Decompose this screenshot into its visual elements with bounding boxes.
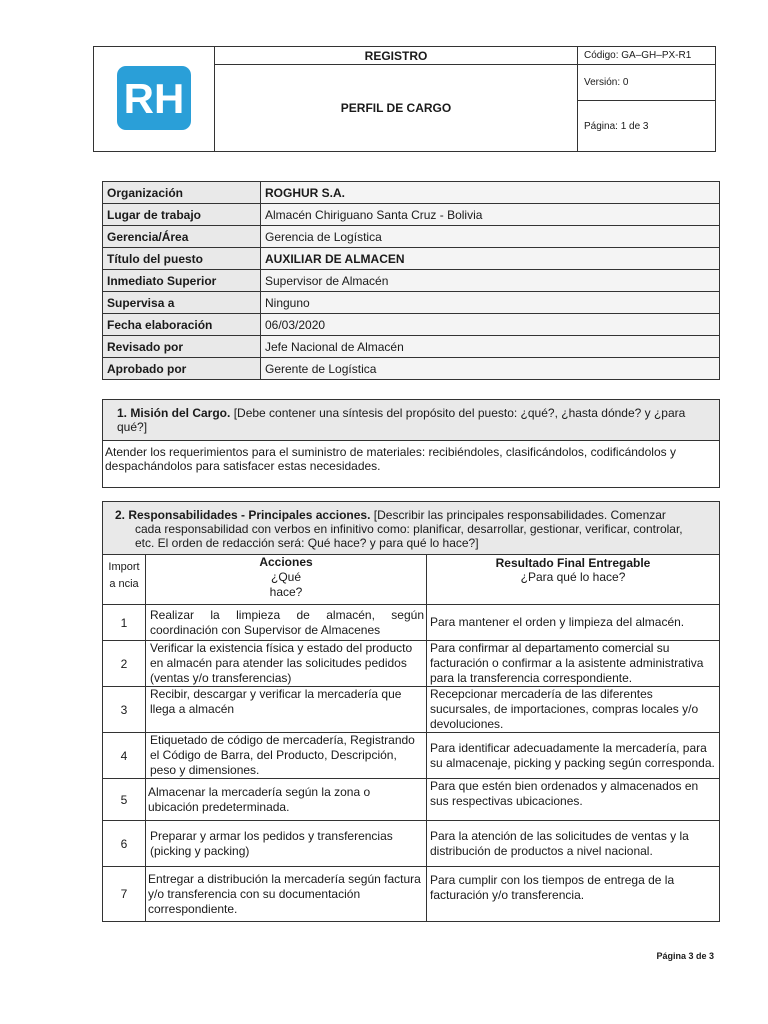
info-row	[103, 336, 720, 358]
mission-header	[103, 400, 720, 441]
col-resultado-sub: ¿Para qué lo hace?	[520, 570, 626, 584]
responsibilities-instruction-3: etc. El orden de redacción será: Qué hace? y para qué lo hace?]	[135, 536, 479, 550]
registro-label: REGISTRO	[215, 47, 578, 65]
info-label: Inmediato Superior	[103, 270, 261, 292]
info-value: Jefe Nacional de Almacén	[261, 336, 720, 358]
responsibility-row	[103, 641, 720, 687]
row-accion: Verificar la existencia física y estado del producto en almacén para atender las solicitudes pedidos (ventas y/o transferencias)	[146, 641, 427, 687]
info-label: Aprobado por	[103, 358, 261, 380]
info-value: 06/03/2020	[261, 314, 720, 336]
info-row	[103, 226, 720, 248]
col-resultado-title: Resultado Final Entregable	[495, 556, 651, 570]
info-label: Gerencia/Área	[103, 226, 261, 248]
row-number: 6	[103, 821, 146, 867]
info-value: ROGHUR S.A.	[261, 182, 720, 204]
responsibility-row	[103, 867, 720, 922]
info-label: Lugar de trabajo	[103, 204, 261, 226]
row-number: 2	[103, 641, 146, 687]
col-resultado	[427, 555, 720, 605]
column-header-row	[103, 555, 720, 605]
row-number: 3	[103, 687, 146, 733]
col-acciones-title: Acciones	[259, 555, 313, 569]
mission-section	[102, 399, 720, 488]
row-resultado: Para confirmar al departamento comercial su facturación o confirmar a la asistente administrativa para la transferencia correspondiente.	[427, 641, 720, 687]
row-resultado: Recepcionar mercadería de las diferentes sucursales, de importaciones, compras locales y/o devoluciones.	[427, 687, 720, 733]
row-number: 4	[103, 733, 146, 779]
row-accion: Entregar a distribución la mercadería según factura y/o transferencia con su documentación correspondiente.	[146, 867, 427, 922]
info-label: Fecha elaboración	[103, 314, 261, 336]
responsibility-row	[103, 687, 720, 733]
info-row	[103, 292, 720, 314]
info-label: Título del puesto	[103, 248, 261, 270]
info-value: AUXILIAR DE ALMACEN	[261, 248, 720, 270]
row-resultado: Para la atención de las solicitudes de ventas y la distribución de productos a nivel nacional.	[427, 821, 720, 867]
col-acciones	[146, 555, 427, 605]
job-info-table	[102, 181, 720, 380]
responsibilities-instruction-1: [Describir las principales responsabilidades. Comenzar	[373, 508, 666, 522]
responsibilities-instruction-2: cada responsabilidad con verbos en infinitivo como: planificar, desarrollar, gestionar, verificar, controlar,	[135, 522, 683, 536]
responsibilities-header	[103, 502, 720, 555]
info-value: Ninguno	[261, 292, 720, 314]
info-label: Supervisa a	[103, 292, 261, 314]
info-row	[103, 248, 720, 270]
mission-title: 1. Misión del Cargo.	[117, 406, 231, 420]
page-footer: Página 3 de 3	[656, 951, 714, 961]
info-value: Gerente de Logística	[261, 358, 720, 380]
row-number: 5	[103, 779, 146, 821]
info-value: Supervisor de Almacén	[261, 270, 720, 292]
row-accion: Almacenar la mercadería según la zona o ubicación predeterminada.	[146, 779, 427, 821]
row-resultado: Para mantener el orden y limpieza del almacén.	[427, 605, 720, 641]
info-label: Organización	[103, 182, 261, 204]
codigo-label: Código: GA–GH–PX-R1	[578, 47, 716, 65]
company-logo	[116, 65, 192, 131]
version-label: Versión: 0	[578, 65, 716, 101]
col-acciones-sub: ¿Qué hace?	[269, 570, 303, 599]
info-row	[103, 358, 720, 380]
responsibilities-title: 2. Responsabilidades - Principales acciones.	[115, 508, 371, 522]
row-resultado: Para que estén bien ordenados y almacenados en sus respectivas ubicaciones.	[427, 779, 720, 821]
info-value: Almacén Chiriguano Santa Cruz - Bolivia	[261, 204, 720, 226]
info-label: Revisado por	[103, 336, 261, 358]
row-number: 7	[103, 867, 146, 922]
responsibilities-table	[102, 501, 720, 922]
company-logo-cell	[94, 47, 215, 152]
pagina-label: Página: 1 de 3	[578, 101, 716, 152]
document-title: PERFIL DE CARGO	[215, 65, 578, 152]
info-row	[103, 204, 720, 226]
row-number: 1	[103, 605, 146, 641]
info-value: Gerencia de Logística	[261, 226, 720, 248]
mission-body: Atender los requerimientos para el suministro de materiales: recibiéndoles, clasificándolos, codificándolos y despachándolos para satisfacer estas necesidades.	[103, 441, 720, 488]
logo-lettering: RH	[123, 74, 185, 122]
responsibility-row	[103, 605, 720, 641]
col-importancia: Import a ncia	[103, 555, 146, 605]
responsibility-row	[103, 733, 720, 779]
responsibility-row	[103, 821, 720, 867]
row-accion: Recibir, descargar y verificar la mercadería que llega a almacén	[146, 687, 427, 733]
mission-instruction: [Debe contener una síntesis del propósito del puesto: ¿qué?, ¿hasta dónde? y ¿para qué?]	[117, 406, 686, 434]
row-accion: Etiquetado de código de mercadería, Registrando el Código de Barra, del Producto, Descripción, peso y dimensiones.	[146, 733, 427, 779]
row-accion: Preparar y armar los pedidos y transferencias (picking y packing)	[146, 821, 427, 867]
row-accion: Realizar la limpieza de almacén, según coordinación con Supervisor de Almacenes	[146, 605, 427, 641]
row-resultado: Para identificar adecuadamente la mercadería, para su almacenaje, picking y packing según corresponda.	[427, 733, 720, 779]
info-row	[103, 182, 720, 204]
responsibility-row	[103, 779, 720, 821]
info-row	[103, 314, 720, 336]
row-resultado: Para cumplir con los tiempos de entrega de la facturación y/o transferencia.	[427, 867, 720, 922]
info-row	[103, 270, 720, 292]
document-header	[93, 46, 716, 152]
